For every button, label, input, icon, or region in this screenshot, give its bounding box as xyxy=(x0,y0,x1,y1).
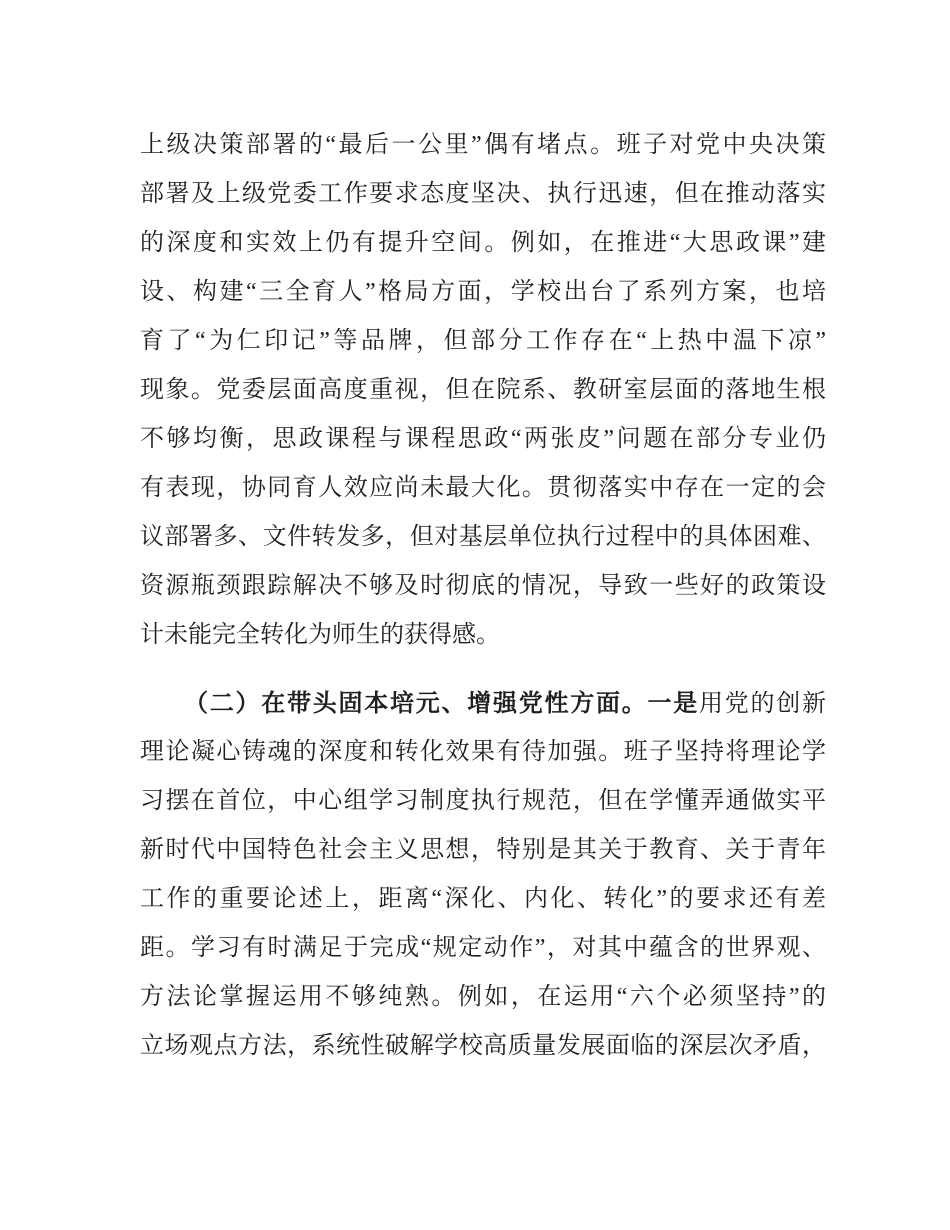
paragraph-continuation xyxy=(140,121,826,660)
text-line xyxy=(140,121,826,170)
text-line xyxy=(140,170,826,219)
text-run: 部署及上级党委工作要求态度坚决、执行迅速，但在推动落实 xyxy=(140,181,826,207)
text-run: 上级决策部署的“最后一公里”偶有堵点。班子对党中央决策 xyxy=(140,132,826,158)
text-run: 议部署多、文件转发多，但对基层单位执行过程中的具体困难、 xyxy=(140,524,826,550)
text-run: 计未能完全转化为师生的获得感。 xyxy=(140,622,500,648)
text-run: 新时代中国特色社会主义思想，特别是其关于教育、关于青年 xyxy=(140,837,826,863)
text-run: 工作的重要论述上，距离“深化、内化、转化”的要求还有差 xyxy=(140,886,826,912)
text-run: 现象。党委层面高度重视，但在院系、教研室层面的落地生根 xyxy=(140,377,826,403)
text-line xyxy=(140,826,826,875)
text-run: 不够均衡，思政课程与课程思政“两张皮”问题在部分专业仍 xyxy=(140,426,826,452)
paragraph-section-two xyxy=(140,679,826,1071)
text-line xyxy=(140,924,826,973)
text-line xyxy=(140,562,826,611)
text-line xyxy=(140,415,826,464)
text-line xyxy=(140,219,826,268)
text-run: 方法论掌握运用不够纯熟。例如，在运用“六个必须坚持”的 xyxy=(140,984,826,1010)
text-line xyxy=(140,728,826,777)
text-run: 理论凝心铸魂的深度和转化效果有待加强。班子坚持将理论学 xyxy=(140,739,826,765)
text-run: 资源瓶颈跟踪解决不够及时彻底的情况，导致一些好的政策设 xyxy=(140,573,826,599)
text-run: 距。学习有时满足于完成“规定动作”，对其中蕴含的世界观、 xyxy=(140,935,826,961)
text-line xyxy=(140,317,826,366)
text-line xyxy=(140,973,826,1022)
text-line xyxy=(140,1022,826,1071)
text-line xyxy=(140,875,826,924)
text-line xyxy=(140,513,826,562)
text-line xyxy=(140,464,826,513)
text-run: 立场观点方法，系统性破解学校高质量发展面临的深层次矛盾， xyxy=(140,1033,826,1059)
text-run: 用党的创新 xyxy=(699,691,826,717)
text-line xyxy=(140,366,826,415)
text-run: 习摆在首位，中心组学习制度执行规范，但在学懂弄通做实平 xyxy=(140,788,826,814)
text-line xyxy=(140,611,826,660)
text-run: 育了“为仁印记”等品牌，但部分工作存在“上热中温下凉” xyxy=(140,328,826,354)
document-body xyxy=(140,121,826,1071)
text-line xyxy=(140,777,826,826)
text-line xyxy=(140,268,826,317)
text-run: 设、构建“三全育人”格局方面，学校出台了系列方案，也培 xyxy=(140,279,826,305)
text-run: 的深度和实效上仍有提升空间。例如，在推进“大思政课”建 xyxy=(140,230,826,256)
text-line xyxy=(140,679,826,728)
text-run: 有表现，协同育人效应尚未最大化。贯彻落实中存在一定的会 xyxy=(140,475,826,501)
bold-text-run: （二）在带头固本培元、增强党性方面。一是 xyxy=(184,690,699,717)
